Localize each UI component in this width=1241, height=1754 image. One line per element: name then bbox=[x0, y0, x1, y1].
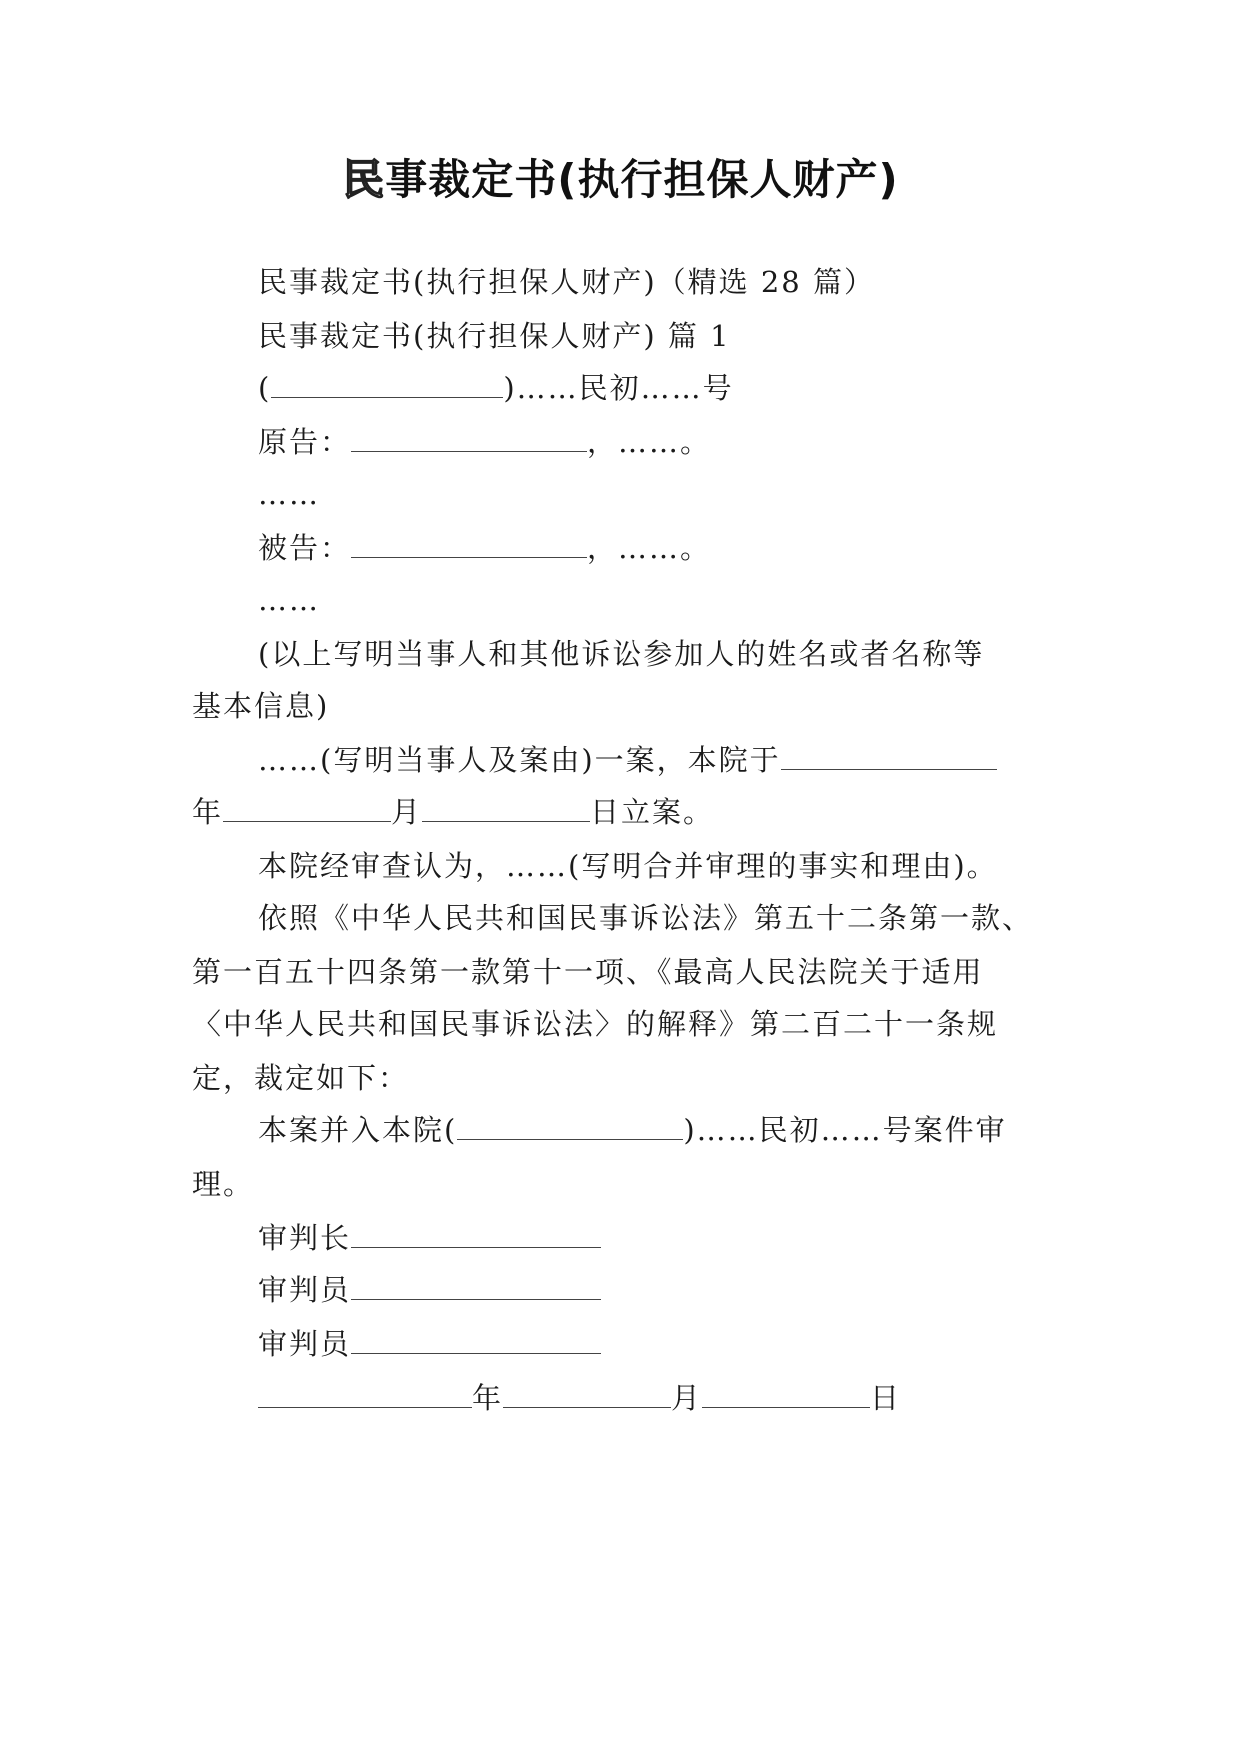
paragraph-line: 定，裁定如下： bbox=[192, 1061, 410, 1095]
blank-field bbox=[271, 373, 503, 398]
signature-judge: 审判员 bbox=[192, 1324, 1138, 1364]
paragraph-line: 本案并入本院( )……民初……号案件审 bbox=[258, 1113, 1007, 1147]
paragraph-line: 理。 bbox=[192, 1167, 255, 1201]
section-heading: 民事裁定书(执行担保人财产) 篇 1 bbox=[258, 319, 731, 353]
blank-field bbox=[351, 1275, 601, 1300]
signature-judge: 审判员 bbox=[192, 1270, 1138, 1310]
blank-field bbox=[258, 1383, 472, 1408]
paragraph-line: ……(写明当事人及案由)一案，本院于 bbox=[192, 740, 1138, 780]
paragraph-line: (以上写明当事人和其他诉讼参加人的姓名或者名称等 bbox=[258, 637, 985, 671]
case-number-line: ( )……民初……号 bbox=[258, 371, 734, 405]
paragraph-line: 第一百五十四条第一款第十一项、《最高人民法院关于适用 bbox=[192, 955, 984, 989]
blank-field bbox=[457, 1115, 683, 1140]
blank-field bbox=[781, 745, 997, 770]
defendant-line: 被告： ，……。 bbox=[258, 531, 712, 565]
blank-field bbox=[702, 1383, 870, 1408]
blank-field bbox=[351, 1329, 601, 1354]
date-line: 年 月 日 bbox=[192, 1378, 1138, 1418]
signature-chief-judge: 审判长 bbox=[192, 1218, 1138, 1258]
paragraph-line: 依照《中华人民共和国民事诉讼法》第五十二条第一款、 bbox=[258, 901, 1034, 935]
plaintiff-line: 原告： ，……。 bbox=[258, 425, 712, 459]
ellipsis-line: …… bbox=[258, 477, 320, 511]
blank-field bbox=[351, 533, 587, 558]
blank-field bbox=[351, 1223, 601, 1248]
blank-field bbox=[351, 427, 587, 452]
title-first-char: 民 bbox=[342, 155, 386, 204]
blank-field bbox=[503, 1383, 671, 1408]
paragraph-line: 基本信息) bbox=[192, 689, 330, 723]
subtitle-line: 民事裁定书(执行担保人财产)（精选 28 篇） bbox=[258, 265, 875, 299]
paragraph-line: 年 月 日立案。 bbox=[192, 795, 715, 829]
blank-field bbox=[223, 797, 391, 822]
paragraph-line: 〈中华人民共和国民事诉讼法〉的解释》第二百二十一条规 bbox=[192, 1007, 999, 1041]
paragraph-line: 本院经审查认为，……(写明合并审理的事实和理由)。 bbox=[258, 849, 998, 883]
blank-field bbox=[422, 797, 590, 822]
ellipsis-line: …… bbox=[258, 583, 320, 617]
document-title bbox=[0, 150, 1241, 210]
title-rest: 事裁定书(执行担保人财产) bbox=[385, 155, 899, 204]
